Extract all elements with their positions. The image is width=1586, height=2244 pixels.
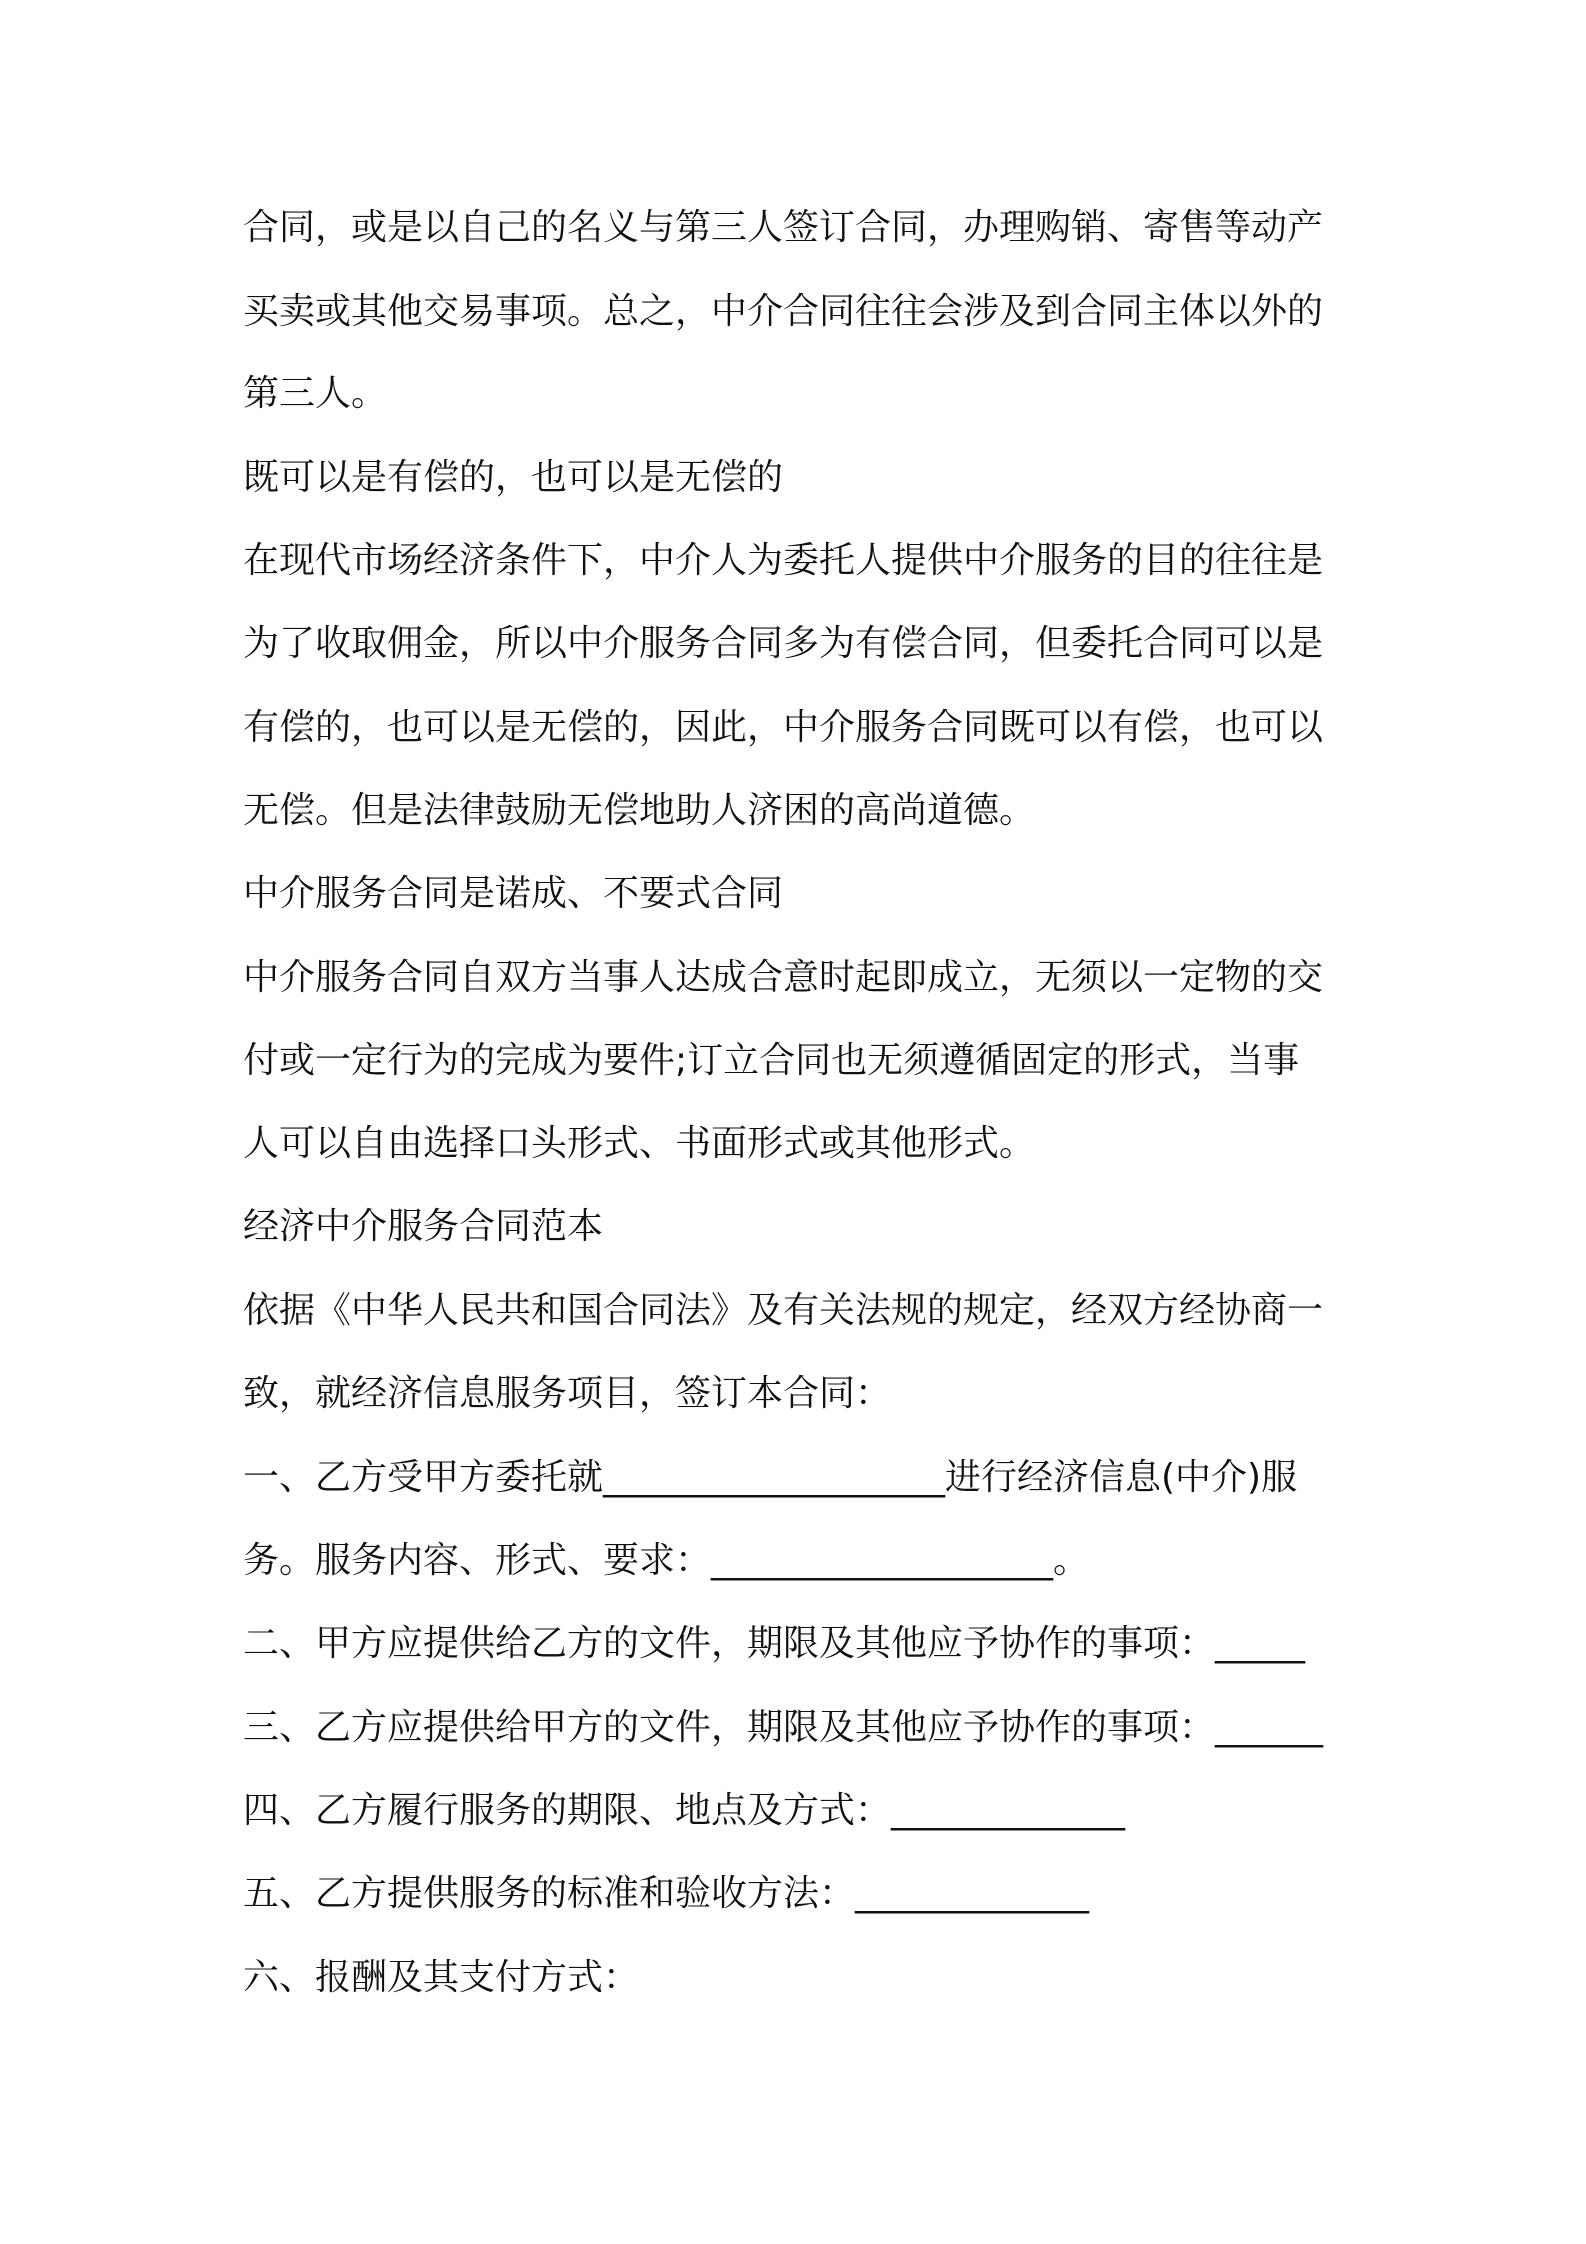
text-line: 有偿的，也可以是无偿的，因此，中介服务合同既可以有偿，也可以 [243, 707, 1324, 748]
text-line: 第三人。 [243, 373, 388, 414]
text-line: 依据《中华人民共和国合同法》及有关法规的规定，经双方经协商一 [243, 1290, 1324, 1331]
text-line: 在现代市场经济条件下，中介人为委托人提供中介服务的目的往往是 [243, 540, 1324, 581]
contract-clause: 五、乙方提供服务的标准和验收方法：_____________ [243, 1873, 1090, 1914]
text-line: 付或一定行为的完成为要件;订立合同也无须遵循固定的形式，当事 [243, 1040, 1300, 1081]
section-heading: 既可以是有偿的，也可以是无偿的 [243, 457, 784, 498]
text-line: 致，就经济信息服务项目，签订本合同： [243, 1373, 892, 1414]
contract-clause: 三、乙方应提供给甲方的文件，期限及其他应予协作的事项：______ [243, 1707, 1324, 1748]
contract-clause: 一、乙方受甲方委托就___________________进行经济信息(中介)服 [243, 1457, 1298, 1498]
contract-clause: 六、报酬及其支付方式： [243, 1957, 640, 1998]
contract-clause: 二、甲方应提供给乙方的文件，期限及其他应予协作的事项：_____ [243, 1623, 1306, 1664]
text-line: 合同，或是以自己的名义与第三人签订合同，办理购销、寄售等动产 [243, 207, 1324, 248]
section-heading: 中介服务合同是诺成、不要式合同 [243, 873, 784, 914]
text-line: 买卖或其他交易事项。总之，中介合同往往会涉及到合同主体以外的 [243, 291, 1324, 332]
text-line: 为了收取佣金，所以中介服务合同多为有偿合同，但委托合同可以是 [243, 623, 1324, 664]
text-line: 人可以自由选择口头形式、书面形式或其他形式。 [243, 1123, 1036, 1164]
contract-clause: 务。服务内容、形式、要求：___________________。 [243, 1540, 1090, 1581]
contract-clause: 四、乙方履行服务的期限、地点及方式：_____________ [243, 1790, 1126, 1831]
text-line: 中介服务合同自双方当事人达成合意时起即成立，无须以一定物的交 [243, 957, 1324, 998]
section-heading: 经济中介服务合同范本 [243, 1206, 604, 1247]
text-line: 无偿。但是法律鼓励无偿地助人济困的高尚道德。 [243, 790, 1036, 831]
